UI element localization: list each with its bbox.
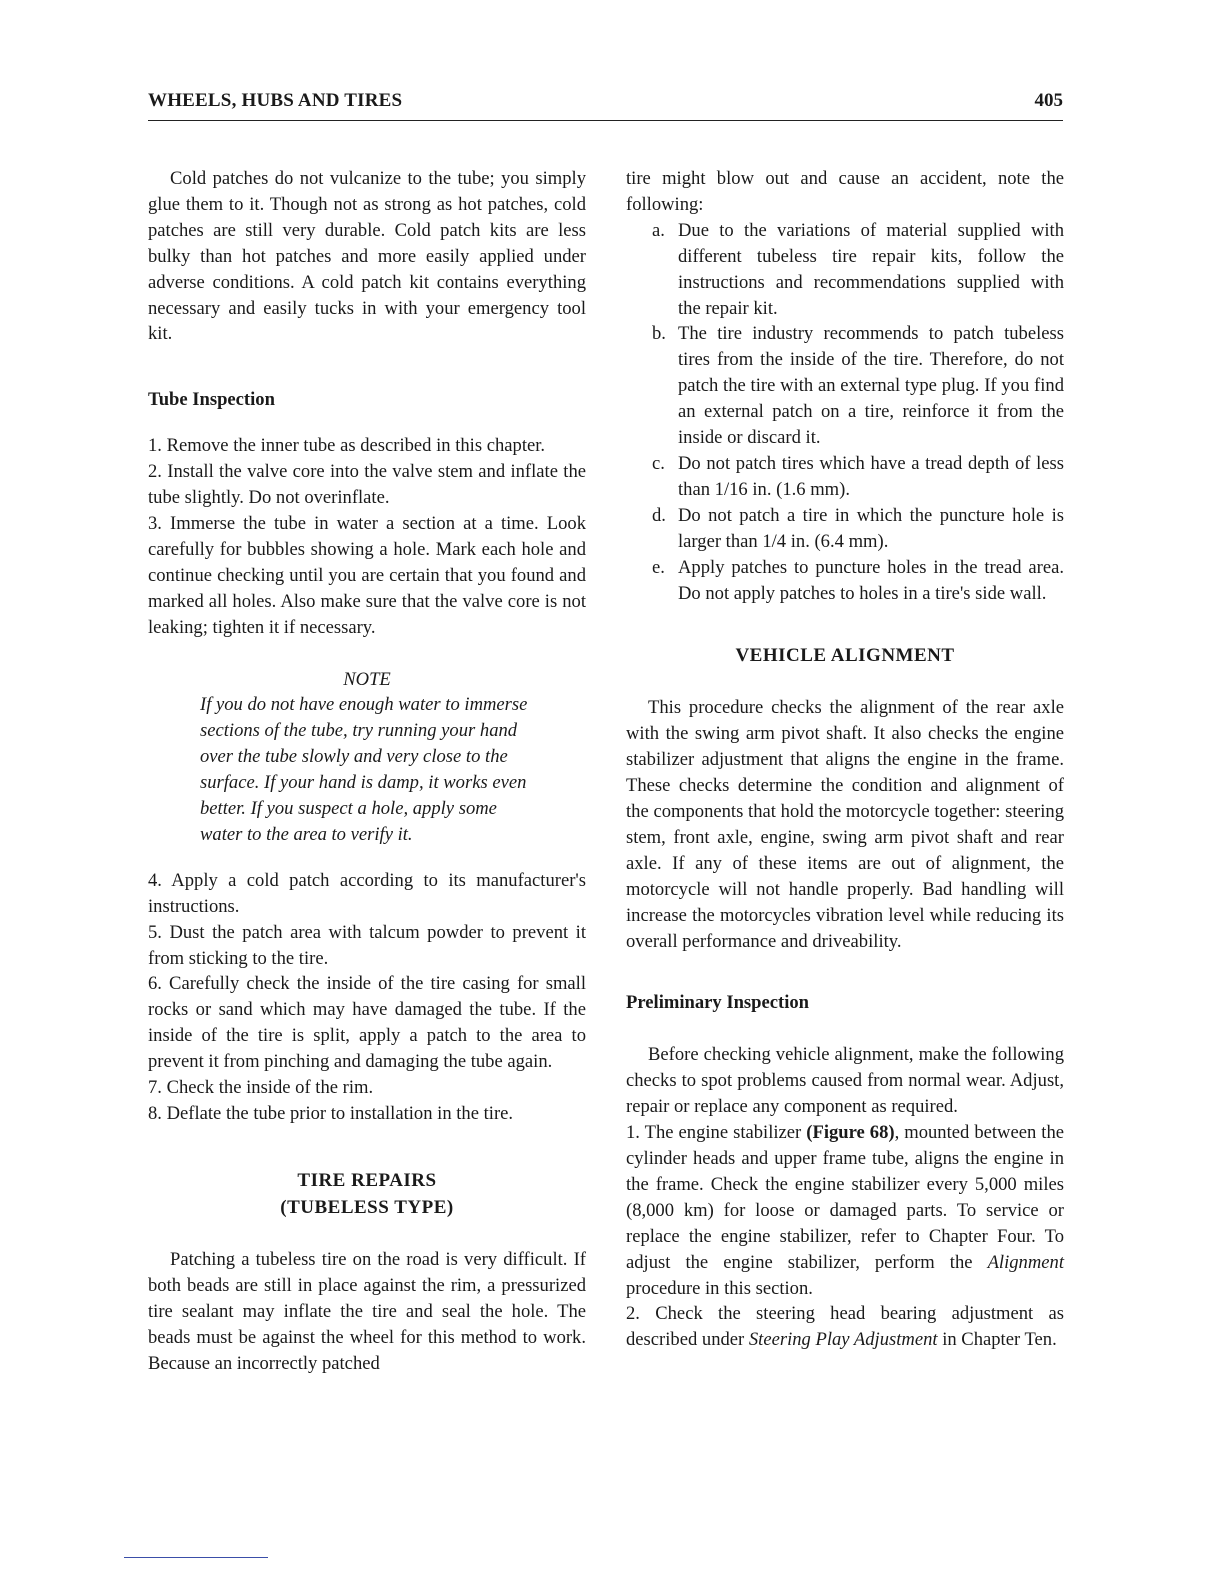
- tube-step-7: 7. Check the inside of the rim.: [148, 1077, 374, 1099]
- left-column: [148, 166, 586, 1376]
- item-text: Do not patch tires which have a tread depth of less than 1/16 in. (1.6 mm).: [678, 452, 1064, 500]
- footer-rule: [124, 1557, 268, 1558]
- item-letter: d.: [652, 504, 666, 526]
- tire-repairs-paragraph: Patching a tubeless tire on the road is very difficult. If both beads are still in place against the rim, a pressurized tire sealant may inflate the tire and seal the hole. The beads must be against the wheel for this method to work. Because an incorrectly patched: [148, 1248, 586, 1374]
- item-text: Due to the variations of material supplied with different tubeless tire repair kits, follow the instructions and recommendations supplied with the repair kit.: [678, 219, 1064, 319]
- item-text: The tire industry recommends to patch tubeless tires from the inside of the tire. Therefore, do not patch the tire with an external type plug. If you find an external patch on a tire, reinforce it from the inside or discard it.: [678, 323, 1064, 449]
- repair-item-e: [626, 555, 1064, 607]
- tube-step-1: 1. Remove the inner tube as described in this chapter.: [148, 435, 546, 457]
- figure-reference: (Figure 68): [806, 1122, 895, 1144]
- item-letter: e.: [652, 556, 665, 578]
- tube-inspection-heading: Tube Inspection: [148, 389, 275, 411]
- tube-step-2: 2. Install the valve core into the valve stem and inflate the tube slightly. Do not overinflate.: [148, 461, 586, 509]
- tube-step-4: 4. Apply a cold patch according to its manufacturer's instructions.: [148, 869, 586, 917]
- item-letter: a.: [652, 219, 665, 241]
- item-text: Apply patches to puncture holes in the tread area. Do not apply patches to holes in a tire's side wall.: [678, 556, 1064, 604]
- continuation-paragraph: tire might blow out and cause an accident, note the following:: [626, 168, 1064, 215]
- repair-item-a: [626, 218, 1064, 322]
- step2-text-b: in Chapter Ten.: [937, 1329, 1057, 1351]
- cold-patch-paragraph: Cold patches do not vulcanize to the tube; you simply glue them to it. Though not as strong as hot patches, cold patches are still very durable. Cold patch kits are less bulky than hot patches and more easily applied under adverse conditions. A cold patch kit contains everything necessary and easily tucks in with your emergency tool kit.: [148, 168, 586, 345]
- preliminary-step-2: [626, 1301, 1064, 1353]
- preliminary-step-1: [626, 1120, 1064, 1301]
- item-text: Do not patch a tire in which the puncture hole is larger than 1/4 in. (6.4 mm).: [678, 504, 1064, 552]
- step2-text-a: 2. Check the steering head bearing adjustment as described under: [626, 1303, 1064, 1351]
- alignment-reference: Alignment: [987, 1251, 1064, 1273]
- tube-step-8: 8. Deflate the tube prior to installation in the tire.: [148, 1103, 514, 1124]
- note-heading: NOTE: [343, 668, 391, 690]
- item-letter: b.: [652, 323, 666, 345]
- right-column: [626, 166, 1064, 1353]
- vehicle-alignment-heading: VEHICLE ALIGNMENT: [735, 645, 955, 667]
- item-letter: c.: [652, 452, 665, 474]
- steering-play-reference: Steering Play Adjustment: [748, 1329, 938, 1351]
- preliminary-inspection-intro: Before checking vehicle alignment, make the following checks to spot problems caused from normal wear. Adjust, repair or replace any component as required.: [626, 1044, 1064, 1118]
- running-head: [148, 90, 1063, 121]
- tube-step-3: 3. Immerse the tube in water a section at a time. Look carefully for bubbles showing a hole. Mark each hole and continue checking until you are certain that you found and marked all holes. Also make sure that the valve core is not leaking; tighten it if necessary.: [148, 512, 586, 638]
- page-number: 405: [1034, 90, 1063, 111]
- step1-text-c: procedure in this section.: [626, 1277, 813, 1299]
- chapter-title: WHEELS, HUBS AND TIRES: [148, 90, 403, 111]
- note-text: If you do not have enough water to immerse sections of the tube, try running your hand over the tube slowly and very close to the surface. If your hand is damp, it works even better. If you suspect a hole, apply some water to the area to verify it.: [200, 694, 528, 845]
- repair-item-d: [626, 503, 1064, 555]
- tube-step-6: 6. Carefully check the inside of the tire casing for small rocks or sand which may have damaged the tube. If the inside of the tire is split, apply a patch to the area to prevent it from pinching and damaging the tube again.: [148, 973, 586, 1073]
- tube-step-5: 5. Dust the patch area with talcum powder to prevent it from sticking to the tire.: [148, 921, 586, 969]
- tire-repairs-heading: [148, 1167, 586, 1221]
- preliminary-inspection-heading: Preliminary Inspection: [626, 992, 810, 1014]
- vehicle-alignment-paragraph: This procedure checks the alignment of the rear axle with the swing arm pivot shaft. It also checks the engine stabilizer adjustment that aligns the engine in the frame. These checks determine the condition and alignment of the components that hold the motorcycle together: steering stem, front axle, engine, swing arm pivot shaft and rear axle. If any of these items are out of alignment, the motorcycle will not handle properly. Bad handling will increase the motorcycles vibration level while reducing its overall performance and driveability.: [626, 697, 1064, 952]
- tire-repairs-heading-line1: TIRE REPAIRS: [297, 1169, 437, 1191]
- repair-item-c: [626, 451, 1064, 503]
- step1-text-b: , mounted between the cylinder heads and upper frame tube, aligns the engine in the frame. Check the engine stabilizer every 5,000 miles (8,000 km) for loose or damaged parts. To service or replace the engine stabilizer, refer to Chapter Four. To adjust the engine stabilizer, perform the: [626, 1122, 1064, 1273]
- tire-repairs-heading-line2: (TUBELESS TYPE): [280, 1196, 454, 1218]
- repair-item-b: [626, 321, 1064, 451]
- step1-text-a: 1. The engine stabilizer: [626, 1122, 807, 1144]
